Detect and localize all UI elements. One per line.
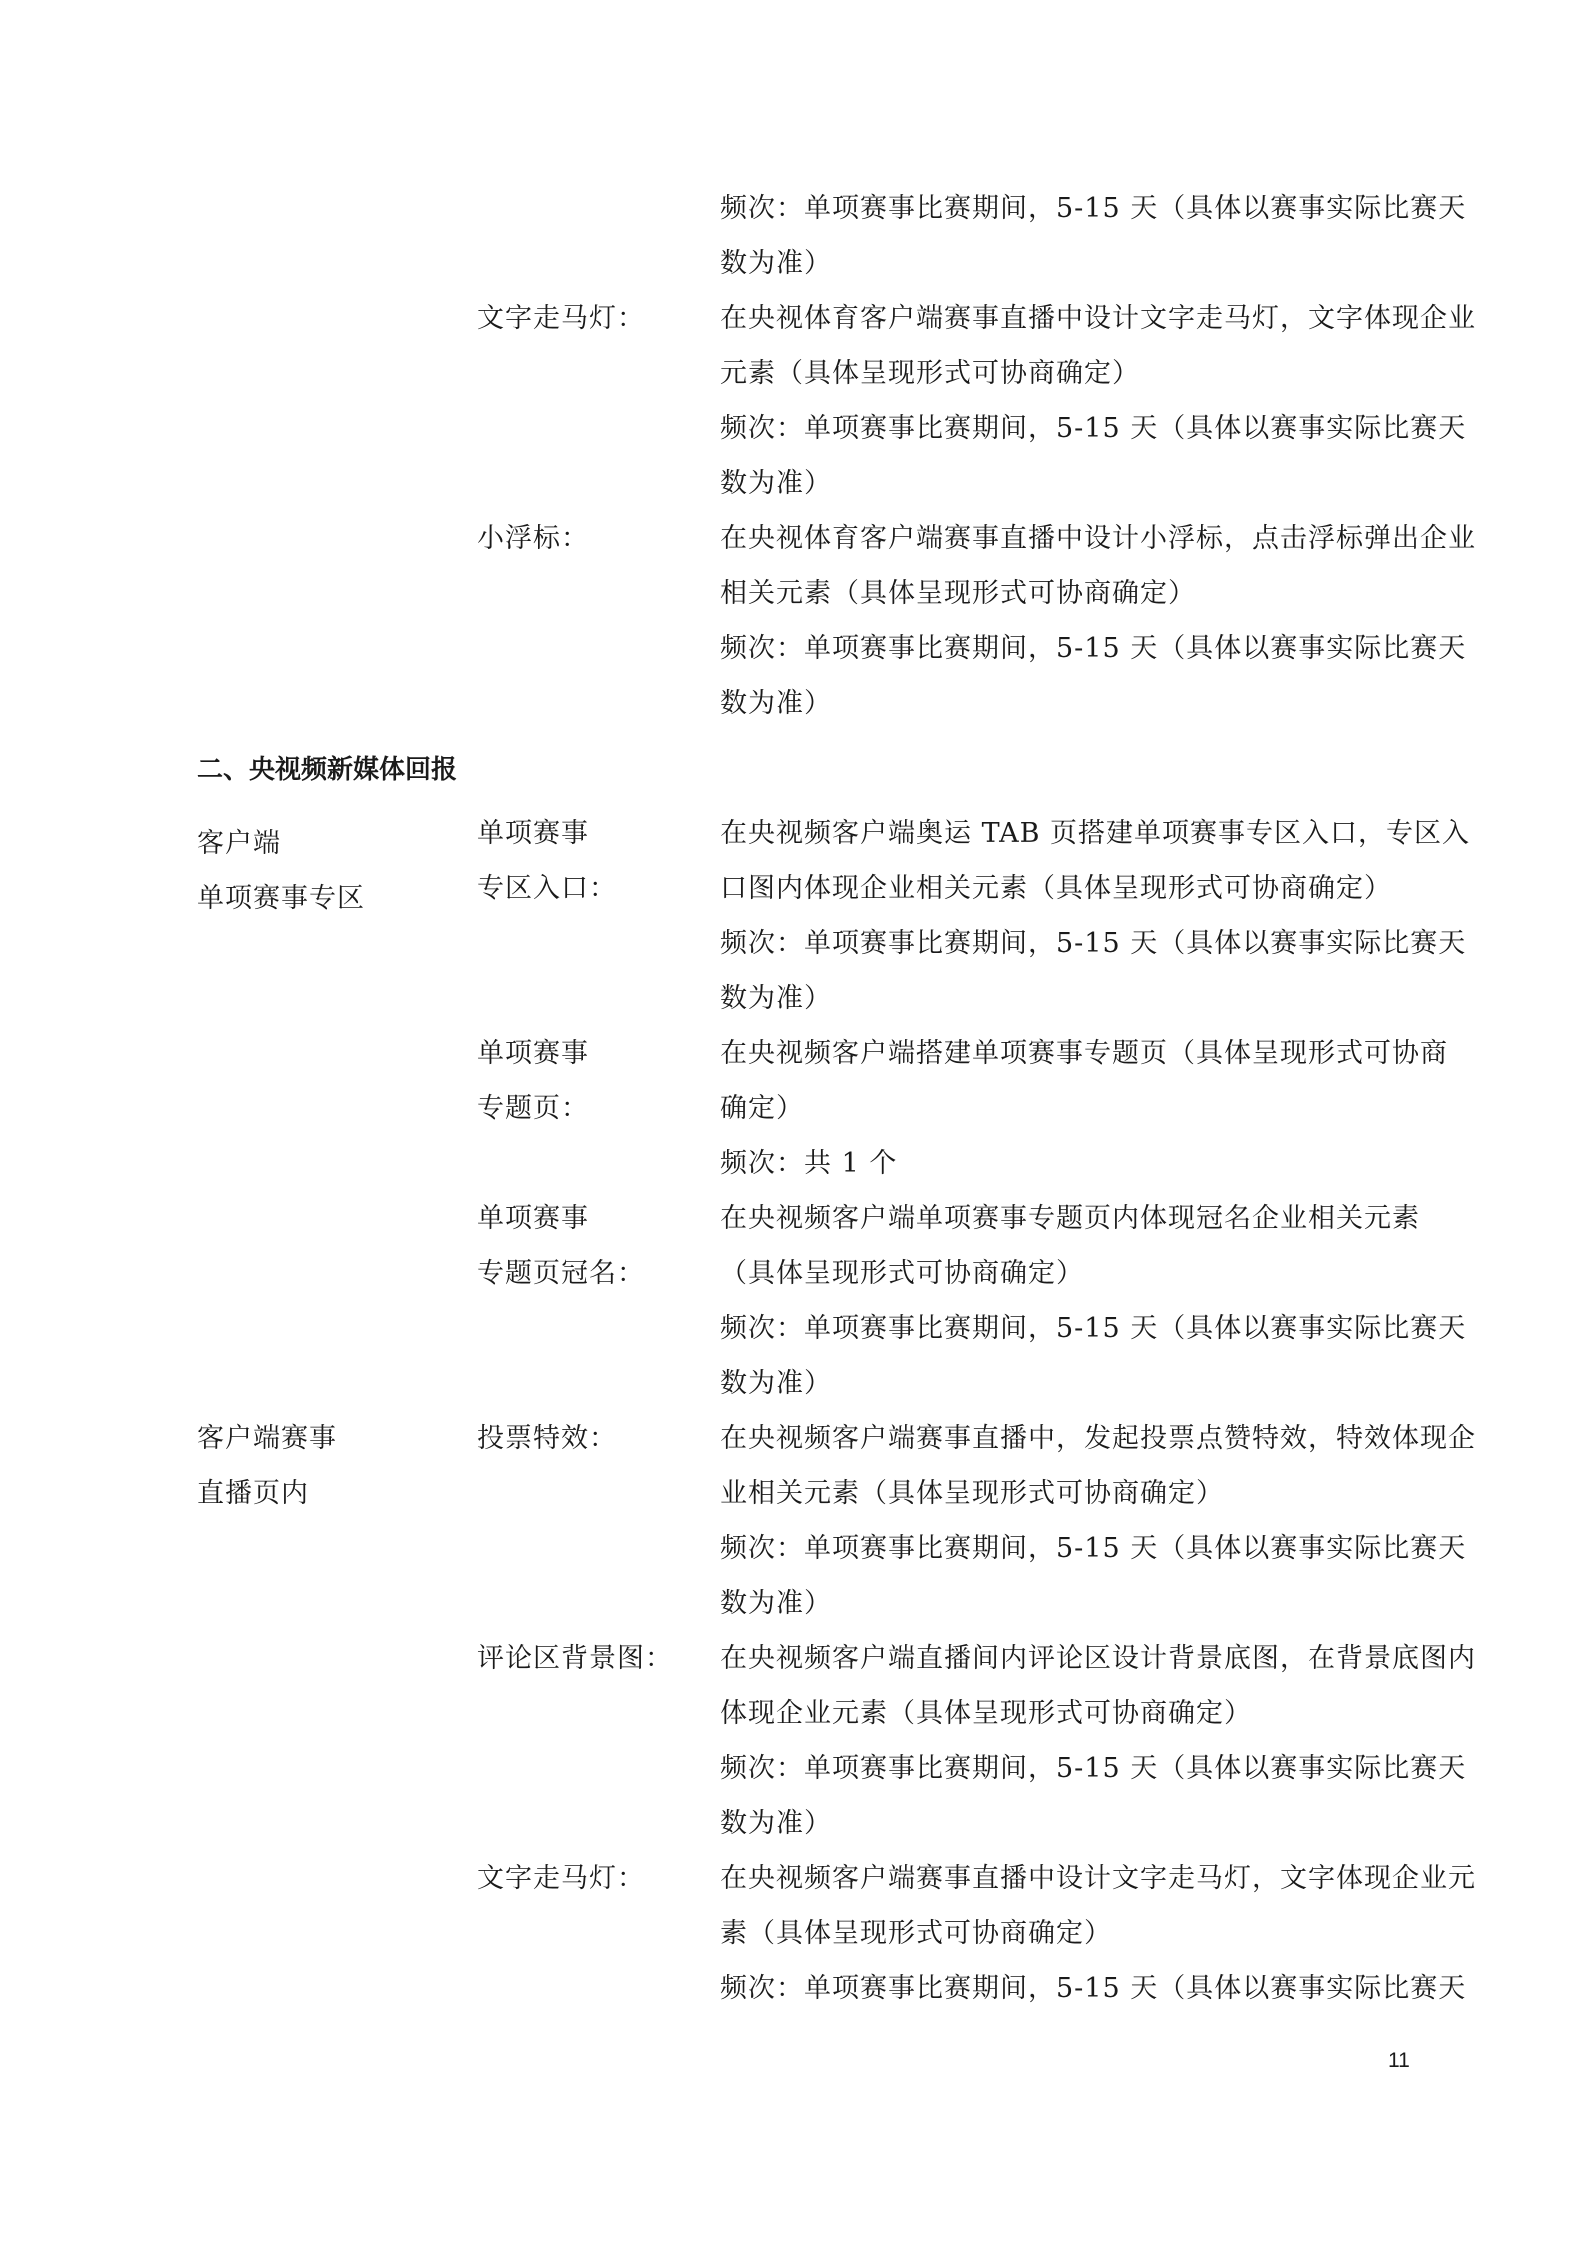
- item-label-topic: 专题页：: [477, 1093, 589, 1124]
- group-label: 客户端赛事: [197, 1423, 337, 1454]
- item-label-entry: 专区入口：: [477, 873, 617, 904]
- frequency-text: 数为准）: [720, 1808, 832, 1839]
- item-description: 在央视频客户端直播间内评论区设计背景底图，在背景底图内: [720, 1643, 1476, 1674]
- item-label-comment-bg: 评论区背景图：: [477, 1643, 673, 1674]
- item-label-vote: 投票特效：: [477, 1423, 617, 1454]
- item-description: 确定）: [720, 1093, 804, 1124]
- item-label-topic: 单项赛事: [477, 1038, 589, 1069]
- item-description: 在央视频客户端奥运 TAB 页搭建单项赛事专区入口，专区入: [720, 818, 1471, 849]
- frequency-text: 频次：单项赛事比赛期间，5-15 天（具体以赛事实际比赛天: [720, 1533, 1467, 1564]
- frequency-text: 频次：单项赛事比赛期间，5-15 天（具体以赛事实际比赛天: [720, 633, 1467, 664]
- frequency-text: 数为准）: [720, 1368, 832, 1399]
- frequency-text: 数为准）: [720, 248, 832, 279]
- item-description: （具体呈现形式可协商确定）: [720, 1258, 1084, 1289]
- item-label-entry: 单项赛事: [477, 818, 589, 849]
- item-description: 在央视频客户端单项赛事专题页内体现冠名企业相关元素: [720, 1203, 1420, 1234]
- frequency-text: 频次：单项赛事比赛期间，5-15 天（具体以赛事实际比赛天: [720, 1313, 1467, 1344]
- item-description: 在央视体育客户端赛事直播中设计小浮标，点击浮标弹出企业: [720, 523, 1476, 554]
- item-description: 素（具体呈现形式可协商确定）: [720, 1918, 1112, 1949]
- item-description: 元素（具体呈现形式可协商确定）: [720, 358, 1140, 389]
- frequency-text: 数为准）: [720, 983, 832, 1014]
- frequency-text: 频次：单项赛事比赛期间，5-15 天（具体以赛事实际比赛天: [720, 413, 1467, 444]
- item-description: 在央视体育客户端赛事直播中设计文字走马灯，文字体现企业: [720, 303, 1476, 334]
- group-label: 直播页内: [197, 1478, 309, 1509]
- item-description: 在央视频客户端赛事直播中，发起投票点赞特效，特效体现企: [720, 1423, 1476, 1454]
- item-description: 在央视频客户端赛事直播中设计文字走马灯，文字体现企业元: [720, 1863, 1476, 1894]
- item-description: 业相关元素（具体呈现形式可协商确定）: [720, 1478, 1224, 1509]
- frequency-text: 频次：单项赛事比赛期间，5-15 天（具体以赛事实际比赛天: [720, 1753, 1467, 1784]
- frequency-text: 频次：单项赛事比赛期间，5-15 天（具体以赛事实际比赛天: [720, 1973, 1467, 2004]
- page-number: 11: [1388, 2049, 1410, 2072]
- frequency-text: 数为准）: [720, 1588, 832, 1619]
- item-label-marquee: 文字走马灯：: [477, 1863, 645, 1894]
- item-description: 在央视频客户端搭建单项赛事专题页（具体呈现形式可协商: [720, 1038, 1448, 1069]
- item-label-marquee: 文字走马灯：: [477, 303, 645, 334]
- item-description: 体现企业元素（具体呈现形式可协商确定）: [720, 1698, 1252, 1729]
- group-label: 单项赛事专区: [197, 883, 365, 914]
- item-description: 口图内体现企业相关元素（具体呈现形式可协商确定）: [720, 873, 1392, 904]
- frequency-text: 频次：单项赛事比赛期间，5-15 天（具体以赛事实际比赛天: [720, 928, 1467, 959]
- frequency-text: 频次：单项赛事比赛期间，5-15 天（具体以赛事实际比赛天: [720, 193, 1467, 224]
- frequency-text: 数为准）: [720, 688, 832, 719]
- item-label-title-sponsor: 单项赛事: [477, 1203, 589, 1234]
- item-description: 相关元素（具体呈现形式可协商确定）: [720, 578, 1196, 609]
- group-label: 客户端: [197, 828, 281, 859]
- frequency-text: 数为准）: [720, 468, 832, 499]
- item-label-title-sponsor: 专题页冠名：: [477, 1258, 645, 1289]
- frequency-text: 频次：共 1 个: [720, 1148, 898, 1179]
- item-label-float: 小浮标：: [477, 523, 589, 554]
- section-heading: 二、央视频新媒体回报: [197, 755, 458, 785]
